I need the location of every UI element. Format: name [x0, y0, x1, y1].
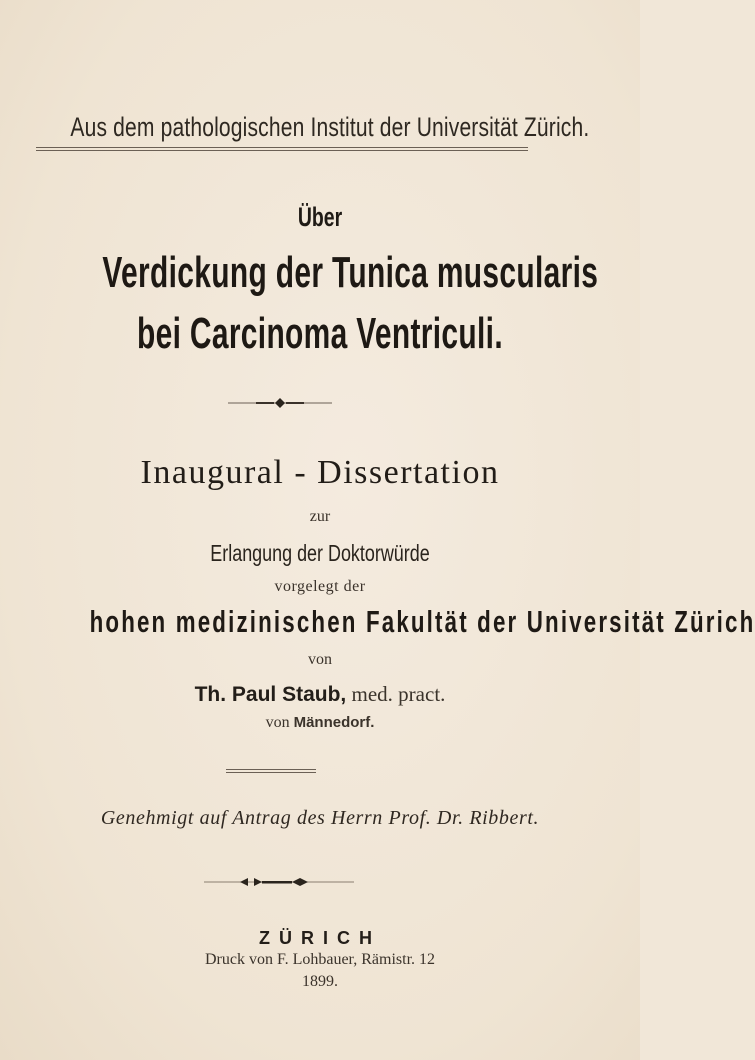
dissertation-heading: Inaugural - Dissertation: [140, 454, 500, 491]
approval-rule-top: [226, 769, 316, 770]
dissertation-zur: zur: [309, 508, 331, 525]
author-from-label: von: [265, 714, 290, 731]
imprint-ornament-divider: [204, 876, 354, 888]
author-von-label: von: [308, 651, 332, 668]
imprint-printer: Druck von F. Lohbauer, Rämistr. 12: [204, 951, 436, 968]
title-line-2: bei Carcinoma Ventriculi.: [136, 309, 503, 358]
institute-header: Aus dem pathologischen Institut der Universität Zürich.: [70, 112, 590, 142]
title-ornament-divider: [228, 396, 332, 410]
title-preposition: Über: [297, 202, 343, 232]
faculty-line: hohen medizinischen Fakultät der Universität Zürich: [89, 604, 755, 639]
author-name: Th. Paul Staub,: [194, 683, 347, 706]
approval-rule-bottom: [226, 772, 316, 773]
header-rule-bottom: [36, 150, 528, 151]
author-origin: [0, 714, 640, 732]
imprint-year: 1899.: [302, 973, 338, 990]
author-degree: med. pract.: [351, 682, 446, 706]
header-rule-top: [36, 147, 528, 148]
imprint-city: ZÜRICH: [259, 928, 381, 948]
title-line-1: Verdickung der Tunica muscularis: [102, 248, 599, 297]
author-hometown: Männedorf.: [293, 714, 375, 731]
author-line: [0, 682, 640, 707]
dissertation-presented-to: vorgelegt der: [274, 578, 366, 595]
approval-note: Genehmigt auf Antrag des Herrn Prof. Dr. Ribbert.: [100, 807, 540, 829]
dissertation-purpose: Erlangung der Doktorwürde: [210, 540, 430, 566]
